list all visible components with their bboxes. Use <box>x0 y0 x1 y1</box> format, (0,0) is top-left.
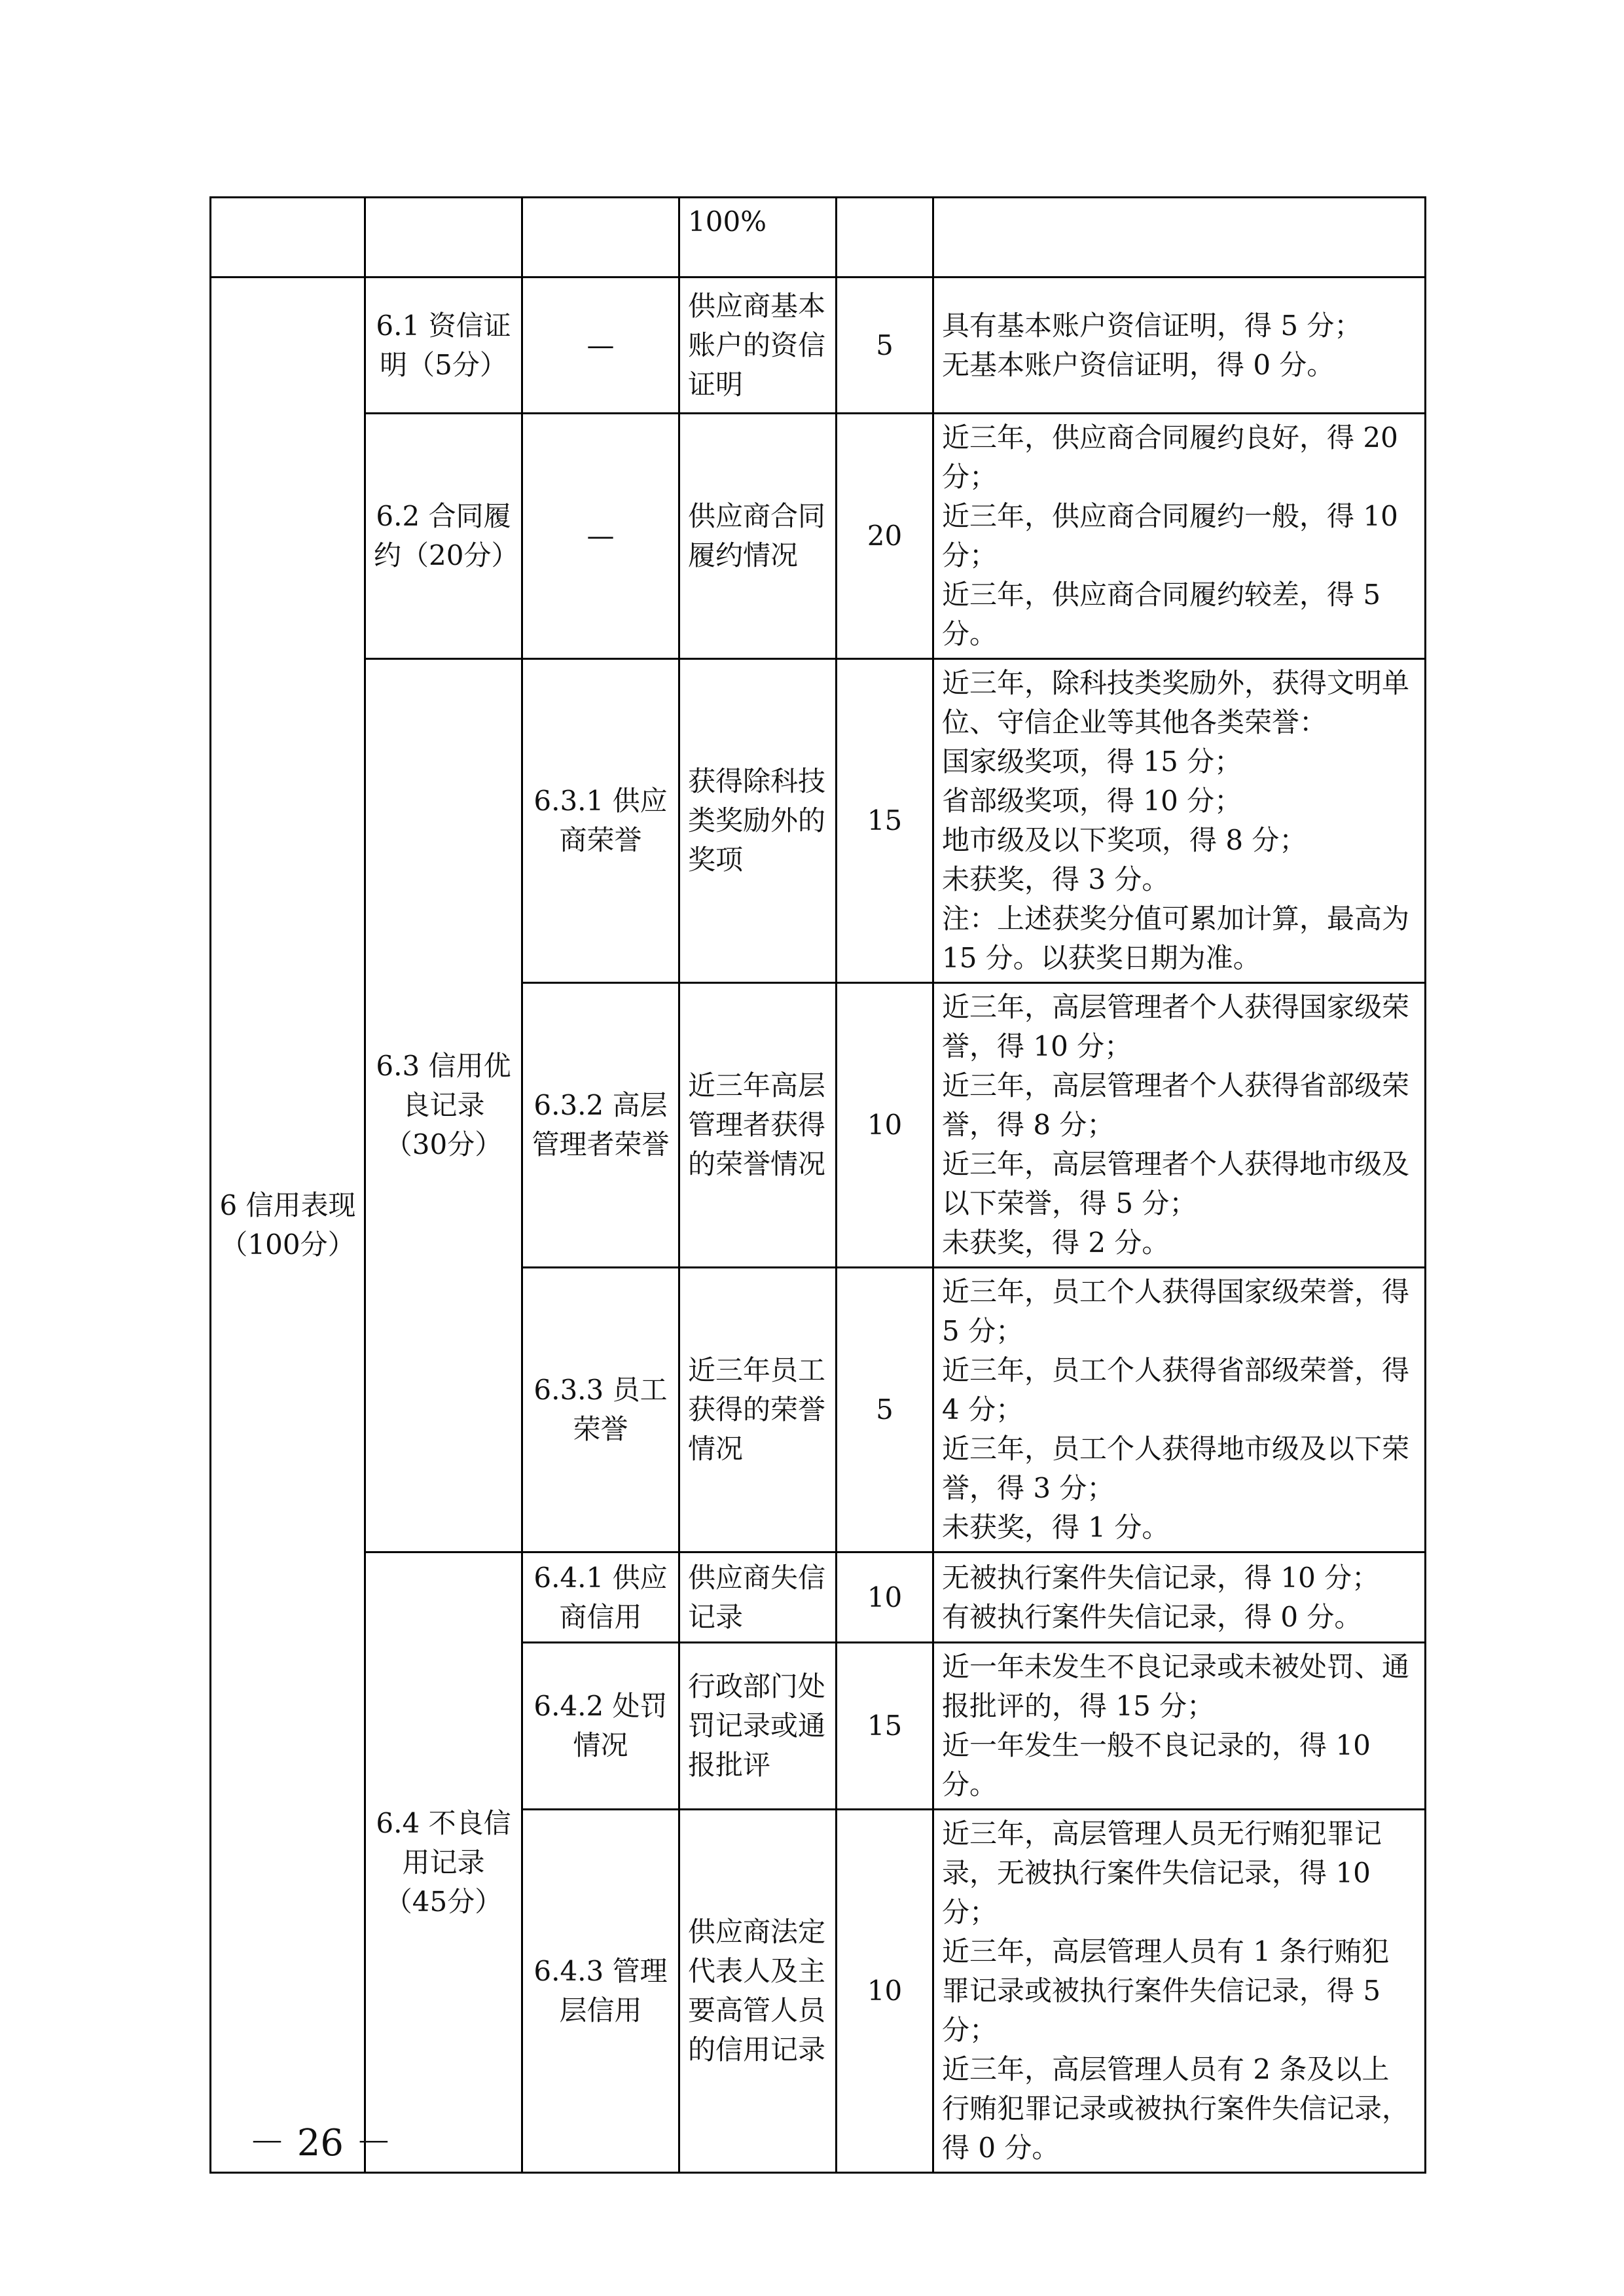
sub-sub-item-label: 6.4.1 供应商信用 <box>533 1561 668 1633</box>
score-cell <box>837 1268 933 1552</box>
criteria-line: 近三年，供应商合同履约较差，得 5 分。 <box>942 579 1381 650</box>
criteria-line: 近三年，除科技类奖励外，获得文明单位、守信企业等其他各类荣誉： <box>942 667 1410 738</box>
criteria-line: 近三年，高层管理者个人获得地市级及以下荣誉，得 5 分； <box>942 1148 1410 1219</box>
criteria-cell <box>933 1810 1426 2173</box>
sub-sub-item-label: 6.3.2 高层管理者荣誉 <box>532 1089 670 1160</box>
score-cell <box>837 278 933 414</box>
criteria-line: 未获奖，得 3 分。 <box>942 863 1170 895</box>
score-value: 10 <box>867 1975 903 2007</box>
table-row-6-1 <box>211 278 1426 414</box>
sub-sub-item-cell <box>522 983 679 1268</box>
sub-item-label: 6.2 合同履约（20分） <box>374 500 519 571</box>
criteria-cell <box>933 1643 1426 1810</box>
indicator-cell <box>679 659 837 983</box>
criteria-line: 无基本账户资信证明，得 0 分。 <box>942 348 1335 381</box>
dash-mark: — <box>586 329 615 361</box>
criteria-line: 注：上述获奖分值可累加计算，最高为 15 分。以获奖日期为准。 <box>942 903 1410 974</box>
criteria-cell <box>933 414 1426 659</box>
sub-sub-item-label: 6.4.2 处罚情况 <box>533 1690 668 1761</box>
indicator-text: 供应商合同履约情况 <box>688 500 826 571</box>
indicator-text: 供应商法定代表人及主要高管人员的信用记录 <box>688 1916 826 2066</box>
indicator-text: 100% <box>688 206 767 238</box>
category-cell <box>211 278 365 2173</box>
score-value: 15 <box>867 804 903 836</box>
indicator-text: 供应商基本账户的资信证明 <box>688 289 826 401</box>
table-row-continuation <box>211 198 1426 278</box>
sub-sub-item-cell <box>522 1643 679 1810</box>
score-value: 15 <box>867 1710 903 1742</box>
indicator-text: 获得除科技类奖励外的奖项 <box>688 765 826 876</box>
sub-sub-item-label: 6.3.3 员工荣誉 <box>533 1374 668 1445</box>
indicator-cell <box>679 1810 837 2173</box>
criteria-line: 具有基本账户资信证明，得 5 分； <box>942 309 1362 342</box>
sub-sub-item-label: 6.4.3 管理层信用 <box>533 1955 668 2026</box>
table-row-6-2 <box>211 414 1426 659</box>
criteria-line: 近一年发生一般不良记录的，得 10 分。 <box>942 1729 1371 1801</box>
sub-sub-item-cell <box>522 1552 679 1643</box>
score-value: 10 <box>867 1109 903 1141</box>
criteria-cell <box>933 1268 1426 1552</box>
sub-item-label: 6.1 资信证明（5分） <box>376 309 511 381</box>
criteria-line: 未获奖，得 1 分。 <box>942 1511 1170 1543</box>
criteria-line: 近三年，高层管理者个人获得省部级荣誉，得 8 分； <box>942 1069 1410 1141</box>
criteria-line: 近三年，高层管理人员无行贿犯罪记录，无被执行案件失信记录，得 10 分； <box>942 1818 1382 1928</box>
score-cell <box>837 414 933 659</box>
cell-empty <box>837 198 933 278</box>
criteria-line: 近三年，员工个人获得地市级及以下荣誉，得 3 分； <box>942 1433 1410 1504</box>
cell-empty <box>365 198 522 278</box>
criteria-line: 近三年，高层管理人员有 1 条行贿犯罪记录或被执行案件失信记录，得 5 分； <box>942 1935 1390 2046</box>
indicator-cell <box>679 1643 837 1810</box>
dash-mark: — <box>586 520 615 552</box>
sub-sub-item-cell <box>522 1810 679 2173</box>
criteria-cell <box>933 983 1426 1268</box>
category-label: 6 信用表现（100分） <box>219 1189 356 1261</box>
sub-sub-item-cell <box>522 659 679 983</box>
score-cell <box>837 659 933 983</box>
table-row-6-4-1 <box>211 1552 1426 1643</box>
score-value: 20 <box>867 520 903 552</box>
criteria-line: 未获奖，得 2 分。 <box>942 1227 1170 1259</box>
evaluation-table <box>209 196 1426 2174</box>
score-value: 5 <box>876 1393 893 1426</box>
table-row-6-3-1 <box>211 659 1426 983</box>
sub-item-cell <box>365 1552 522 2173</box>
indicator-cell <box>679 198 837 278</box>
indicator-cell <box>679 414 837 659</box>
criteria-cell <box>933 278 1426 414</box>
indicator-text: 行政部门处罚记录或通报批评 <box>688 1670 826 1781</box>
score-cell <box>837 1810 933 2173</box>
criteria-line: 近三年，高层管理人员有 2 条及以上行贿犯罪记录或被执行案件失信记录，得 0 分。 <box>942 2053 1410 2164</box>
indicator-cell <box>679 983 837 1268</box>
sub-sub-item-label: 6.3.1 供应商荣誉 <box>533 785 668 856</box>
score-value: 10 <box>867 1581 903 1613</box>
criteria-line: 无被执行案件失信记录，得 10 分； <box>942 1561 1380 1594</box>
score-cell <box>837 1552 933 1643</box>
sub-sub-item-cell <box>522 278 679 414</box>
sub-sub-item-cell <box>522 1268 679 1552</box>
indicator-text: 近三年高层管理者获得的荣誉情况 <box>688 1069 826 1180</box>
indicator-cell <box>679 1552 837 1643</box>
criteria-line: 近三年，高层管理者个人获得国家级荣誉，得 10 分； <box>942 991 1410 1062</box>
cell-empty <box>522 198 679 278</box>
indicator-cell <box>679 278 837 414</box>
criteria-line: 近三年，供应商合同履约一般，得 10 分； <box>942 500 1398 571</box>
sub-item-label: 6.4 不良信用记录（45分） <box>376 1806 511 1918</box>
criteria-line: 有被执行案件失信记录，得 0 分。 <box>942 1600 1362 1633</box>
sub-item-cell <box>365 278 522 414</box>
criteria-line: 近三年，供应商合同履约良好，得 20 分； <box>942 422 1398 493</box>
sub-item-label: 6.3 信用优良记录（30分） <box>376 1050 511 1160</box>
cell-empty <box>211 198 365 278</box>
score-value: 5 <box>876 329 893 361</box>
sub-item-cell <box>365 414 522 659</box>
indicator-cell <box>679 1268 837 1552</box>
indicator-text: 供应商失信记录 <box>688 1561 826 1633</box>
indicator-text: 近三年员工获得的荣誉情况 <box>688 1354 826 1465</box>
criteria-line: 近三年，员工个人获得省部级荣誉，得 4 分； <box>942 1354 1410 1426</box>
criteria-cell <box>933 1552 1426 1643</box>
sub-sub-item-cell <box>522 414 679 659</box>
cell-empty <box>933 198 1426 278</box>
criteria-line: 近一年未发生不良记录或未被处罚、通报批评的，得 15 分； <box>942 1651 1410 1722</box>
score-cell <box>837 1643 933 1810</box>
criteria-line: 近三年，员工个人获得国家级荣誉，得 5 分； <box>942 1276 1410 1347</box>
sub-item-cell <box>365 659 522 1552</box>
criteria-line: 地市级及以下奖项，得 8 分； <box>942 824 1307 856</box>
criteria-line: 国家级奖项，得 15 分； <box>942 745 1242 778</box>
score-cell <box>837 983 933 1268</box>
criteria-cell <box>933 659 1426 983</box>
page-number: － 26 － <box>249 2122 392 2164</box>
criteria-line: 省部级奖项，得 10 分； <box>942 785 1242 817</box>
